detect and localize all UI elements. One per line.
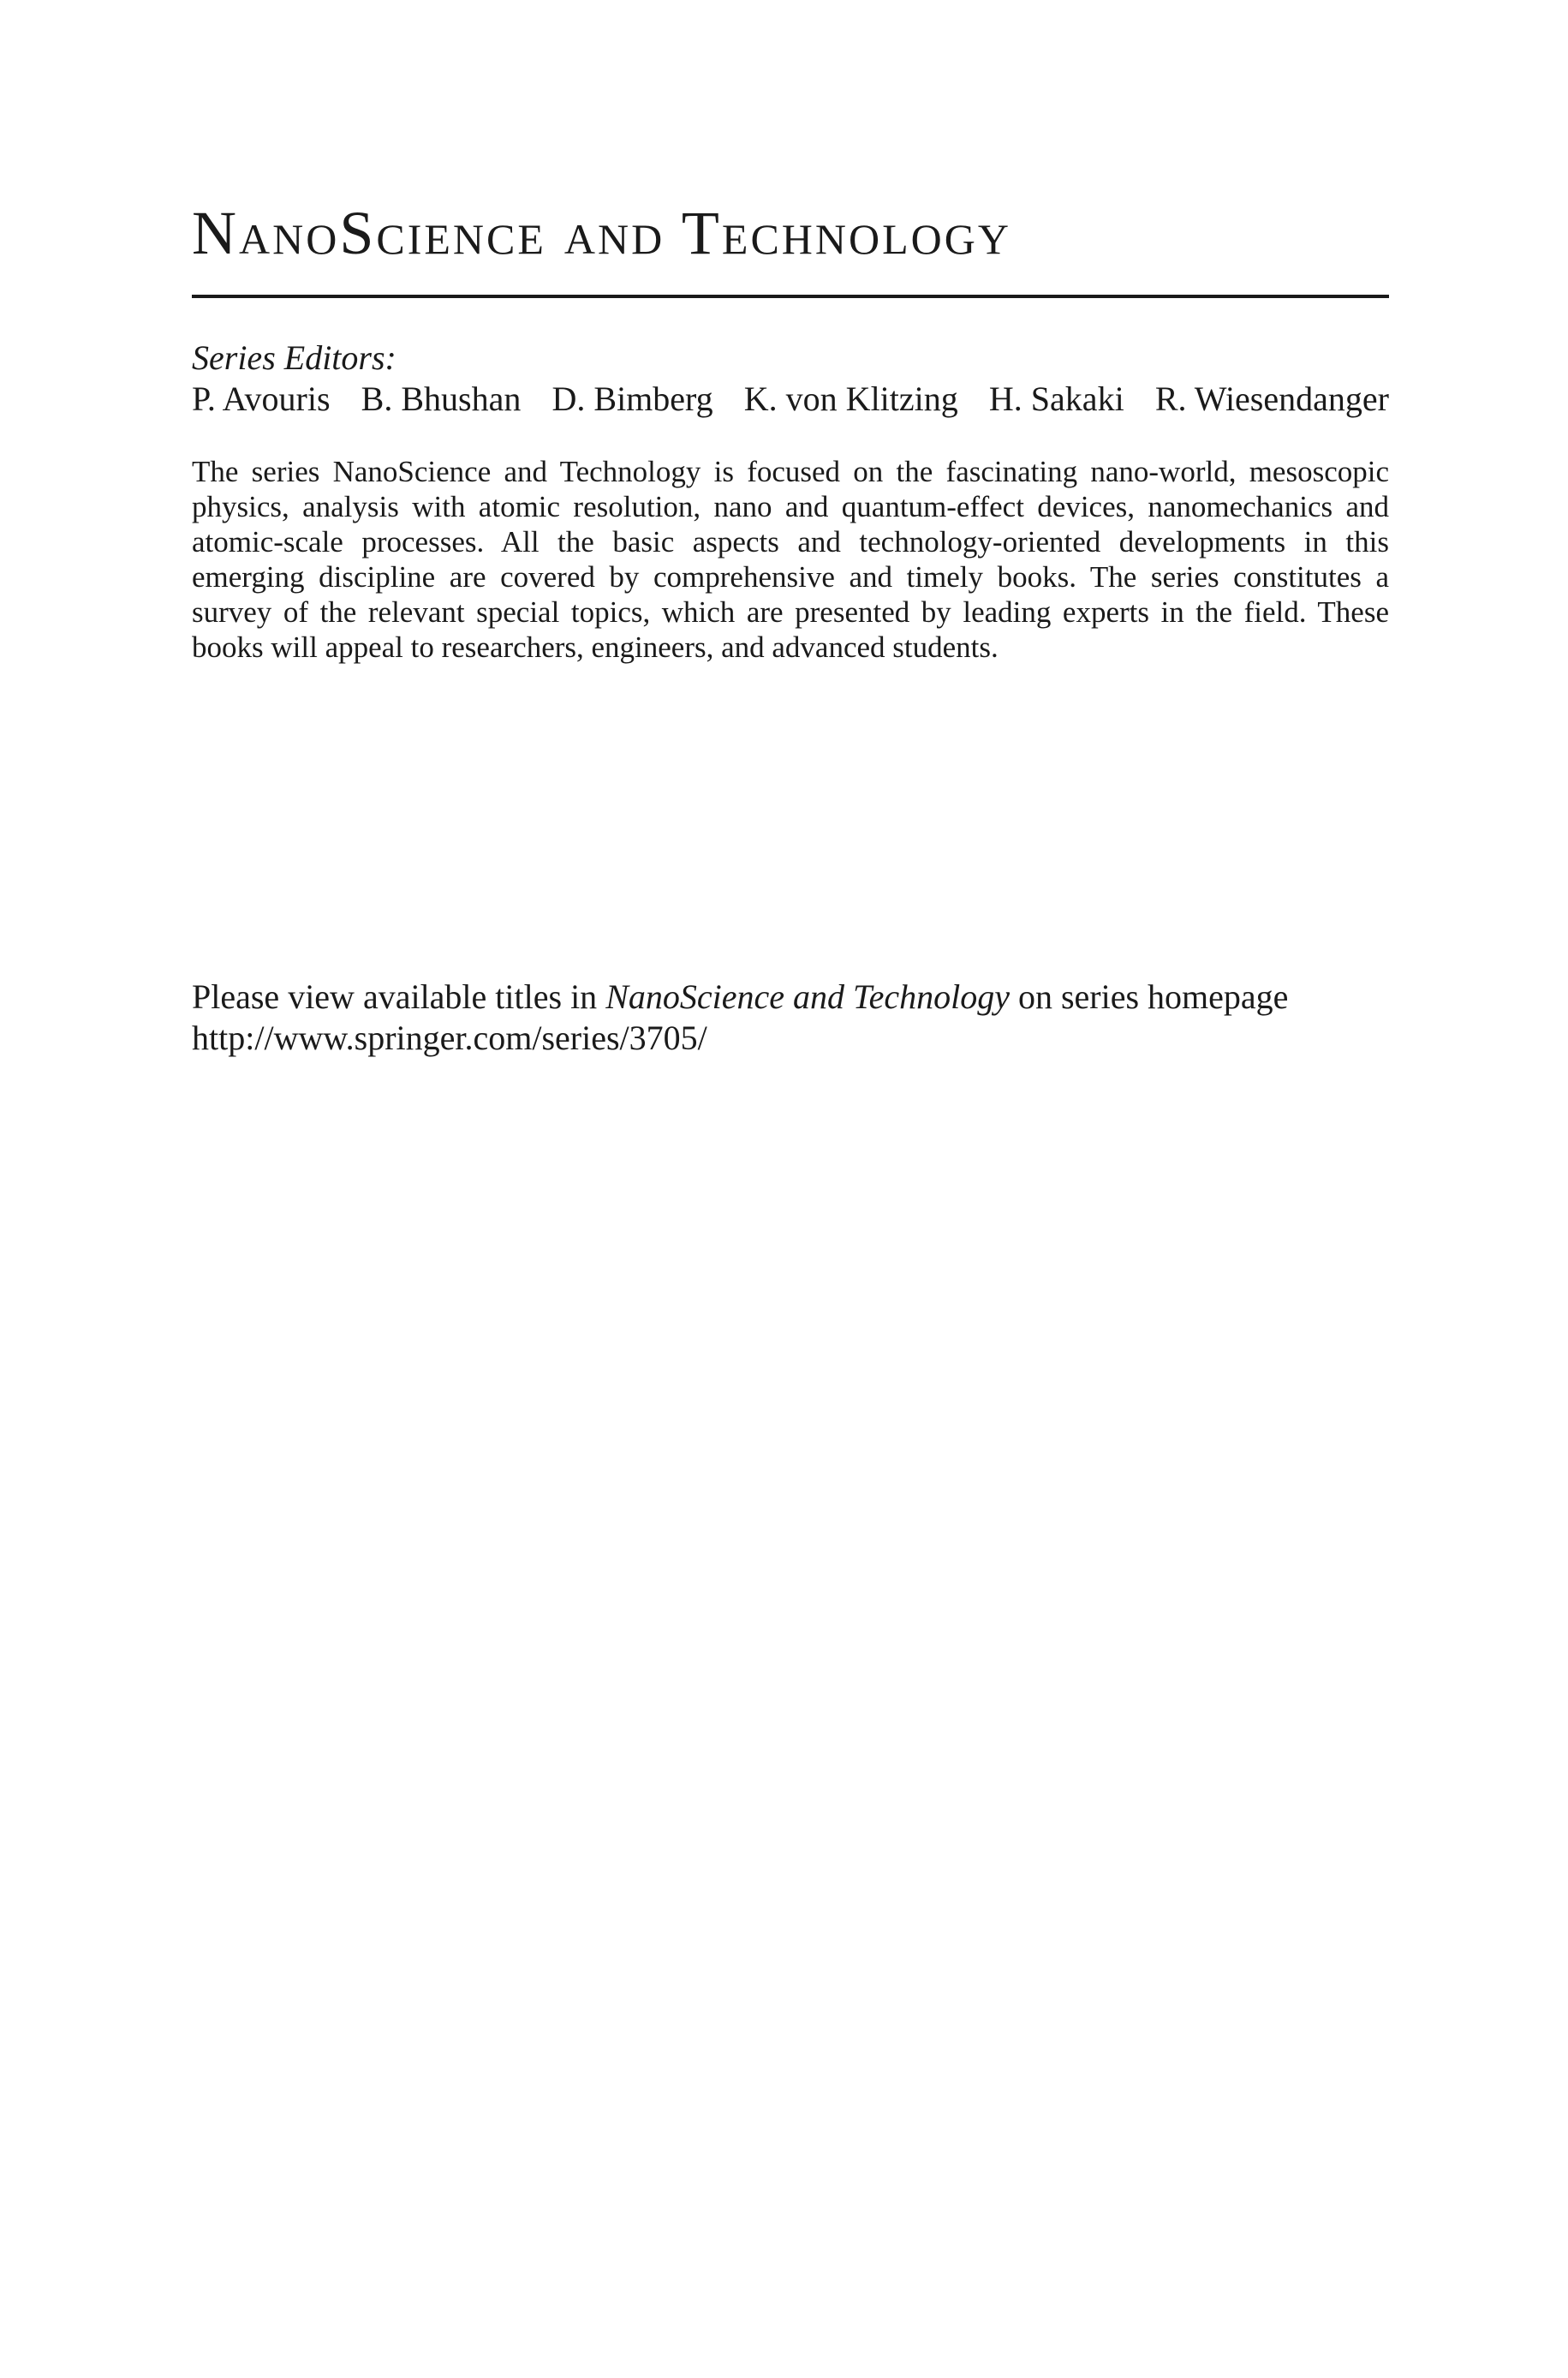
series-homepage-url[interactable]: http://www.springer.com/series/3705/ (192, 1019, 707, 1057)
editor-name: K. von Klitzing (743, 379, 958, 418)
editor-name: R. Wiesendanger (1154, 379, 1389, 418)
editor-name: P. Avouris (192, 379, 331, 418)
available-suffix: on series homepage (1009, 977, 1289, 1016)
series-description: The series NanoScience and Technology is focused on the fascinating nano-world, mesoscopic physics, analysis with atomic resolution, nano and quantum-effect devices, nanomechanics and atomic-scale processes. All the basic aspects and technology-oriented developments in this emerging discipline are covered by comprehensive and timely books. The series constitutes a survey of the relevant special topics, which are presented by leading experts in the field. These books will appeal to researchers, engineers, and advanced students. (192, 455, 1389, 664)
editor-name: D. Bimberg (551, 379, 713, 418)
series-title: NanoScience and Technology (192, 199, 1011, 267)
available-titles-note (192, 977, 1389, 1059)
title-rule (192, 295, 1389, 298)
available-titles-line (192, 977, 1389, 1018)
editor-name: B. Bhushan (361, 379, 522, 418)
series-editors-label: Series Editors: (192, 338, 396, 377)
series-editors-list (192, 379, 1389, 420)
editor-name: H. Sakaki (988, 379, 1124, 418)
available-prefix: Please view available titles in (192, 977, 606, 1016)
available-series-name: NanoScience and Technology (605, 977, 1010, 1016)
